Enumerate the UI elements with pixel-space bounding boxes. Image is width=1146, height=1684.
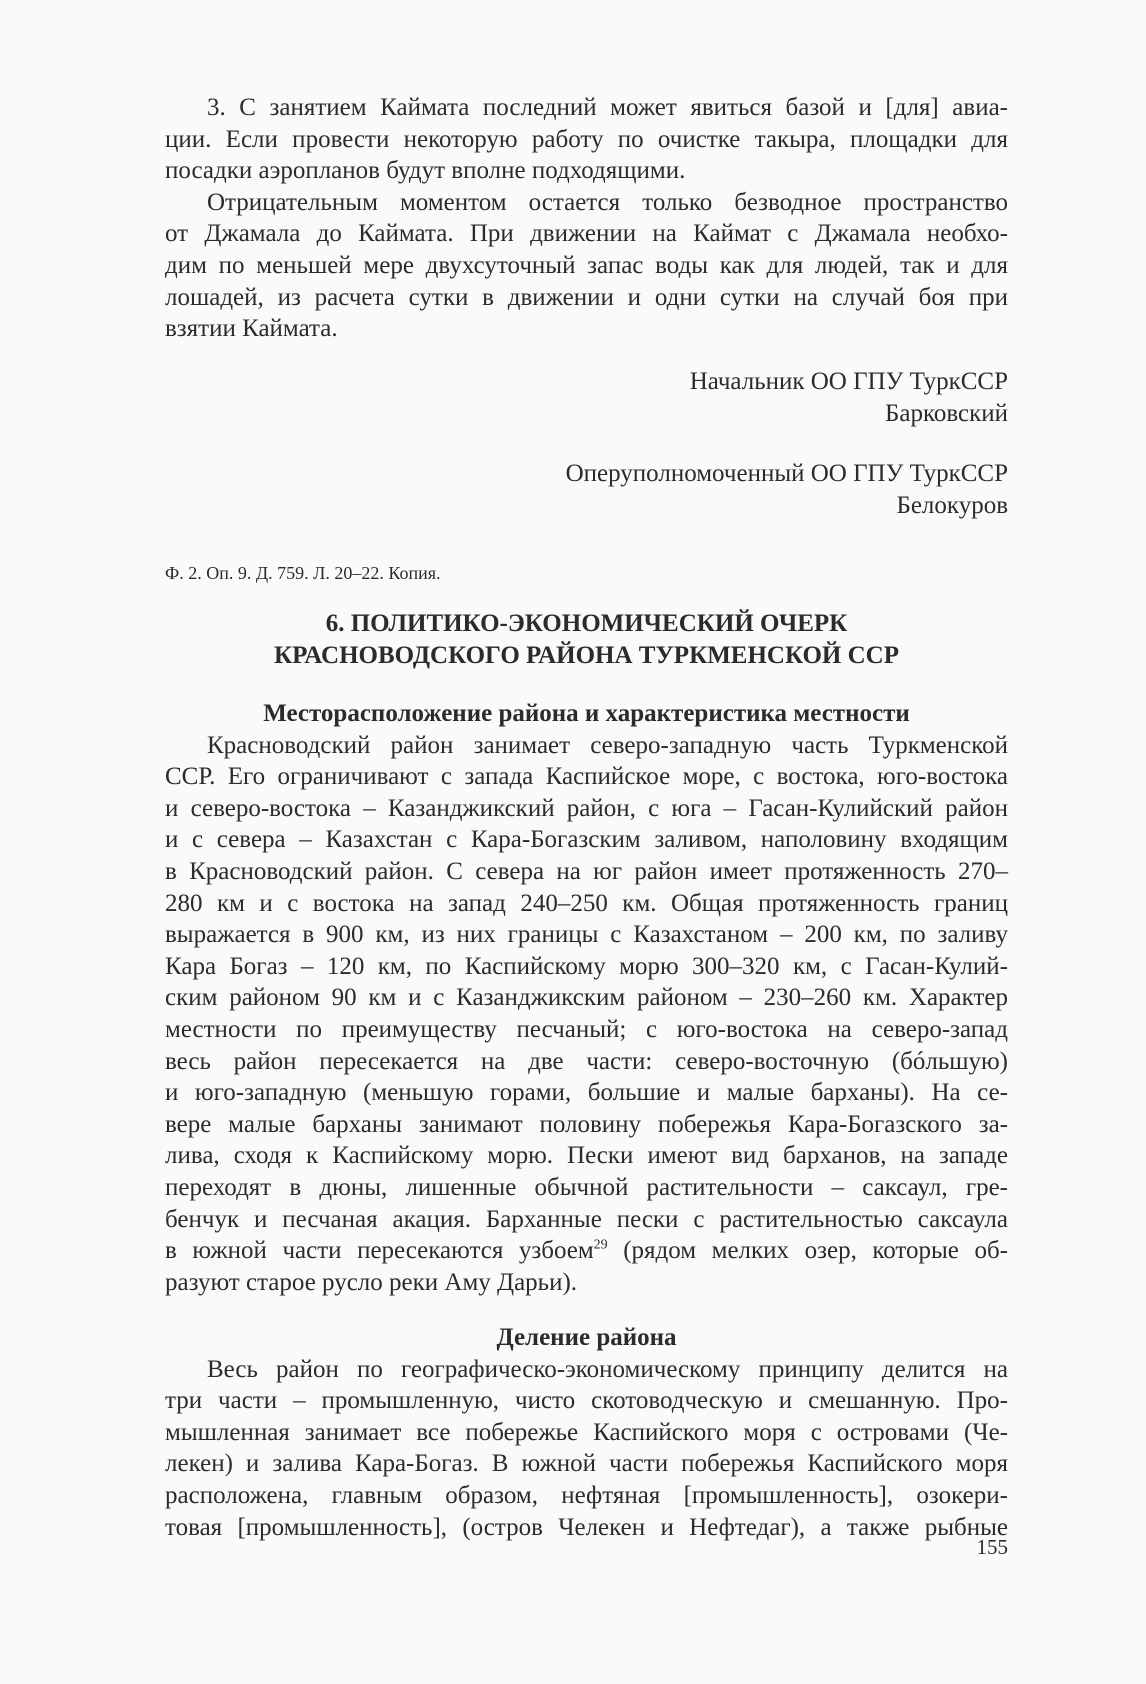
text-line: 280 км и с востока на запад 240–250 км. Общая протяженность границ xyxy=(165,889,1008,917)
text-line: лекен) и залива Кара-Богаз. В южной части побережья Каспийского моря xyxy=(165,1450,1008,1478)
text-line: Красноводский район занимает северо-западную часть Туркменской xyxy=(207,731,1008,759)
section-title-line: 6. ПОЛИТИКО-ЭКОНОМИЧЕСКИЙ ОЧЕРК xyxy=(325,610,848,637)
text-line: бенчук и песчаная акация. Барханные пески с растительностью саксаула xyxy=(165,1205,1008,1233)
signature-position: Оперуполномоченный ОО ГПУ ТуркССР xyxy=(565,460,1008,487)
footnote-marker: 29 xyxy=(593,1237,608,1253)
text-line: лива, сходя к Каспийскому морю. Пески имеют вид барханов, на западе xyxy=(165,1142,1008,1170)
text-line: дим по меньшей мере двухсуточный запас воды как для людей, так и для xyxy=(165,251,1008,279)
text-line: 3. С занятием Каймата последний может явиться базой и [для] авиа- xyxy=(207,94,1008,121)
subsection-division xyxy=(165,1322,1008,1543)
page-number: 155 xyxy=(976,1535,1008,1559)
signature-2 xyxy=(165,458,1008,521)
paragraph xyxy=(165,730,1008,1299)
text-line: взятии Каймата. xyxy=(165,315,338,343)
text-line: и северо-востока – Казанджикский район, с юга – Гасан-Кулийский район xyxy=(165,794,1008,822)
subsection-heading: Деление района xyxy=(496,1324,677,1351)
section-title-line: КРАСНОВОДСКОГО РАЙОНА ТУРКМЕНСКОЙ ССР xyxy=(274,641,899,669)
paragraph xyxy=(165,1354,1008,1544)
text-segment: (рядом мелких озер, которые об- xyxy=(607,1237,1008,1265)
text-line: мышленная занимает все побережье Каспийского моря с островами (Че- xyxy=(165,1418,1008,1446)
text-line: три части – промышленную, чисто скотоводческую и смешанную. Про- xyxy=(165,1387,1008,1415)
text-line: Весь район по географическо-экономическому принципу делится на xyxy=(207,1355,1008,1383)
text-line: ции. Если провести некоторую работу по очистке такыра, площадки для xyxy=(165,125,1008,153)
text-line: и с севера – Казахстан с Кара-Богазским заливом, наполовину входящим xyxy=(165,826,1008,854)
text-line: ским районом 90 км и с Казанджикским районом – 230–260 км. Характер xyxy=(165,984,1008,1012)
text-line: местности по преимуществу песчаный; с юго-востока на северо-запад xyxy=(165,1015,1008,1043)
text-line: расположена, главным образом, нефтяная [промышленность], озокери- xyxy=(165,1481,1008,1509)
text-line: ССР. Его ограничивают с запада Каспийское море, с востока, юго-востока xyxy=(165,763,1008,791)
text-line: товая [промышленность], (остров Челекен и Нефтедаг), а также рыбные xyxy=(165,1513,1008,1541)
text-line: в Красноводский район. С севера на юг район имеет протяженность 270– xyxy=(165,857,1008,885)
text-line: Кара Богаз – 120 км, по Каспийскому морю 300–320 км, с Гасан-Кулий- xyxy=(165,952,1008,980)
signature-1 xyxy=(165,366,1008,429)
text-line: разуют старое русло реки Аму Дарьи). xyxy=(165,1268,578,1296)
signature-position: Начальник ОО ГПУ ТуркССР xyxy=(689,368,1008,395)
text-line: вере малые барханы занимают половину побережья Кара-Богазского за- xyxy=(165,1110,1008,1138)
text-line: и юго-западную (меньшую горами, большие и малые барханы). На се- xyxy=(165,1079,1008,1107)
continuation-text xyxy=(165,92,1008,345)
text-line: весь район пересекается на две части: северо-восточную (бóльшую) xyxy=(165,1047,1008,1075)
text-line: переходят в дюны, лишенные обычной растительности – саксаул, гре- xyxy=(165,1173,1008,1201)
text-line: лошадей, из расчета сутки в движении и одни сутки на случай боя при xyxy=(165,283,1008,311)
text-segment: в южной части пересекаются узбоем xyxy=(165,1237,594,1265)
text-line xyxy=(165,1235,1008,1267)
text-line: посадки аэропланов будут вполне подходящими. xyxy=(165,157,686,185)
subsection-location xyxy=(165,698,1008,1298)
subsection-heading: Месторасположение района и характеристика местности xyxy=(263,700,910,727)
signature-name: Барковский xyxy=(885,399,1008,427)
section-title xyxy=(165,608,1008,671)
signature-name: Белокуров xyxy=(896,491,1008,519)
text-line: Отрицательным моментом остается только безводное пространство xyxy=(207,188,1008,216)
archive-reference: Ф. 2. Оп. 9. Д. 759. Л. 20–22. Копия. xyxy=(165,563,441,583)
text-line: от Джамала до Каймата. При движении на Каймат с Джамала необхо- xyxy=(165,220,1008,248)
text-line: выражается в 900 км, из них границы с Казахстаном – 200 км, по заливу xyxy=(165,921,1008,949)
